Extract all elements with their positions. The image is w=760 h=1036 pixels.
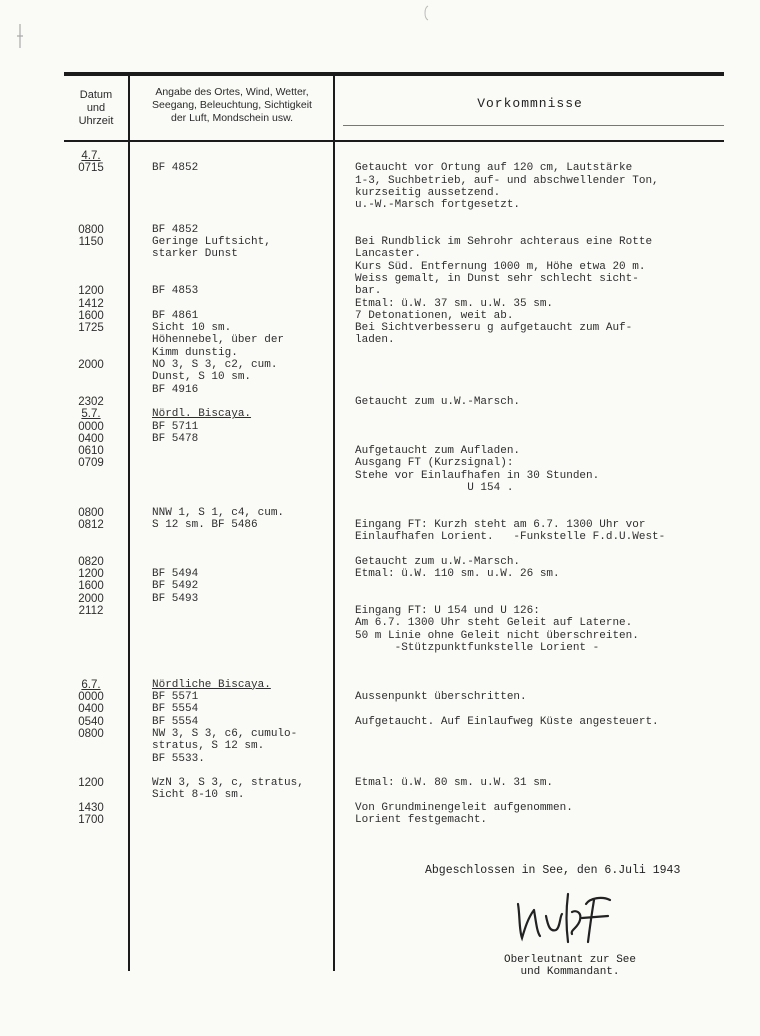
log-event: Am 6.7. 1300 Uhr steht Geleit auf Laterne. — [355, 617, 633, 630]
log-time: 0812 — [78, 518, 104, 531]
log-time — [60, 544, 122, 556]
log-event: Getaucht zum u.W.-Marsch. — [355, 395, 521, 408]
log-event: bar. — [355, 285, 382, 298]
log-condition: BF 4861 — [152, 309, 199, 322]
log-event — [355, 679, 750, 691]
log-condition — [152, 630, 342, 642]
log-time — [60, 630, 122, 642]
log-event — [355, 359, 750, 371]
log-event: Weiss gemalt, in Dunst sehr schlecht sicht- — [355, 272, 639, 285]
events-header-rule — [343, 125, 724, 126]
log-condition: NNW 1, S 1, c4, cum. — [152, 506, 285, 519]
log-time — [60, 199, 122, 211]
log-time: 1200 — [78, 568, 104, 581]
log-event: Etmal: ü.W. 80 sm. u.W. 31 sm. — [355, 777, 554, 790]
signature-title-line: und Kommandant. — [520, 966, 620, 978]
log-time — [60, 175, 122, 187]
log-time — [60, 531, 122, 543]
log-condition — [152, 175, 342, 187]
log-condition — [152, 261, 342, 273]
log-condition: S 12 sm. BF 5486 — [152, 518, 258, 531]
log-event — [355, 421, 750, 433]
log-event: u.-W.-Marsch fortgesetzt. — [355, 199, 521, 212]
log-time — [60, 384, 122, 396]
log-condition — [152, 494, 342, 506]
log-time: 0800 — [78, 506, 104, 519]
log-event — [355, 753, 750, 765]
log-time — [60, 470, 122, 482]
log-condition: starker Dunst — [152, 248, 238, 261]
log-event — [355, 347, 750, 359]
log-condition — [152, 273, 342, 285]
log-time — [60, 654, 122, 666]
log-time: 0800 — [78, 727, 104, 740]
events-column — [355, 150, 750, 826]
log-condition: BF 5571 — [152, 691, 199, 704]
log-event: Etmal: ü.W. 110 sm. u.W. 26 sm. — [355, 568, 560, 581]
log-time: 0820 — [78, 555, 104, 568]
log-event: laden. — [355, 334, 395, 347]
header-bottom-rule — [64, 140, 724, 142]
log-event: U 154 . — [355, 482, 514, 495]
log-condition: Nördliche Biscaya. — [152, 678, 271, 691]
log-event: Kurs Süd. Entfernung 1000 m, Höhe etwa 20 m. — [355, 260, 646, 273]
log-condition: BF 5554 — [152, 715, 199, 728]
log-time — [60, 642, 122, 654]
log-time — [60, 334, 122, 346]
scan-mark-top — [418, 4, 438, 22]
log-time: 0610 — [78, 445, 104, 458]
log-event — [355, 507, 750, 519]
log-condition — [152, 298, 342, 310]
log-event — [355, 211, 750, 223]
log-time: 2112 — [78, 604, 104, 617]
log-condition: Sicht 8-10 sm. — [152, 789, 245, 802]
log-time: 4.7. — [81, 150, 101, 162]
log-event: Lancaster. — [355, 248, 422, 261]
header-conditions-line: der Luft, Mondschein usw. — [171, 112, 293, 124]
log-event — [355, 544, 750, 556]
log-time: 0000 — [78, 420, 104, 433]
log-event — [355, 580, 750, 592]
log-condition: BF 5554 — [152, 703, 199, 716]
log-condition: BF 5711 — [152, 420, 199, 433]
log-time: 1430 — [78, 801, 104, 814]
handwritten-signature — [510, 886, 625, 948]
log-time: 0800 — [78, 223, 104, 236]
log-time: 0540 — [78, 715, 104, 728]
log-event — [355, 433, 750, 445]
log-condition — [152, 654, 342, 666]
log-time — [60, 765, 122, 777]
header-time-line: Uhrzeit — [78, 115, 114, 127]
log-time: 1200 — [78, 285, 104, 298]
log-condition — [152, 617, 342, 629]
log-event — [355, 666, 750, 678]
log-time — [60, 211, 122, 223]
log-time: 2302 — [78, 395, 104, 408]
log-time: 2000 — [78, 359, 104, 372]
log-condition — [152, 642, 342, 654]
log-time — [60, 494, 122, 506]
log-event: 50 m Linie ohne Geleit nicht überschreiten. — [355, 629, 639, 642]
log-time — [60, 371, 122, 383]
times-column — [60, 150, 122, 826]
log-time: 1700 — [78, 814, 104, 827]
log-time: 0709 — [78, 457, 104, 470]
log-condition — [152, 199, 342, 211]
log-condition: BF 5494 — [152, 568, 199, 581]
log-condition — [152, 396, 342, 408]
log-condition — [152, 531, 342, 543]
log-time — [60, 482, 122, 494]
signature-title — [480, 954, 660, 978]
log-time: 1600 — [78, 309, 104, 322]
log-time: 1725 — [78, 322, 104, 335]
column-divider-1 — [128, 76, 130, 971]
log-condition — [152, 445, 342, 457]
log-event — [355, 593, 750, 605]
conditions-column — [152, 150, 342, 826]
log-event — [355, 224, 750, 236]
log-condition — [152, 470, 342, 482]
log-event: Eingang FT: Kurzh steht am 6.7. 1300 Uhr vor — [355, 518, 646, 531]
log-condition: Sicht 10 sm. — [152, 322, 232, 335]
header-conditions-column — [132, 86, 332, 125]
log-event: Aufgetaucht. Auf Einlaufweg Küste angesteuert. — [355, 715, 659, 728]
log-event — [355, 765, 750, 777]
log-event: Stehe vor Einlaufhafen in 30 Stunden. — [355, 469, 600, 482]
scan-mark-left — [14, 22, 28, 52]
closing-statement: Abgeschlossen in See, den 6.Juli 1943 — [425, 864, 681, 877]
log-condition: NO 3, S 3, c2, cum. — [152, 359, 278, 372]
log-condition: stratus, S 12 sm. — [152, 740, 265, 753]
log-time — [60, 753, 122, 765]
log-event: Aufgetaucht zum Aufladen. — [355, 445, 521, 458]
log-time — [60, 740, 122, 752]
log-condition — [152, 482, 342, 494]
log-event — [355, 654, 750, 666]
log-condition: Kimm dunstig. — [152, 346, 238, 359]
log-condition: BF 4852 — [152, 162, 199, 175]
log-time — [60, 248, 122, 260]
log-condition: BF 5533. — [152, 752, 205, 765]
log-time — [60, 617, 122, 629]
log-event — [355, 703, 750, 715]
log-condition — [152, 814, 342, 826]
header-time-column — [66, 89, 126, 128]
log-event: Von Grundminengeleit aufgenommen. — [355, 801, 573, 814]
log-event: Bei Sichtverbesseru g aufgetaucht zum Auf- — [355, 322, 633, 335]
log-time: 1200 — [78, 777, 104, 790]
log-event: kurzseitig aussetzend. — [355, 186, 501, 199]
log-condition: BF 5478 — [152, 432, 199, 445]
log-event — [355, 384, 750, 396]
log-time — [60, 789, 122, 801]
log-event: 1-3, Suchbetrieb, auf- und abschwellender Ton, — [355, 174, 659, 187]
log-time — [60, 261, 122, 273]
log-time: 2000 — [78, 592, 104, 605]
log-condition — [152, 150, 342, 162]
log-condition: Nördl. Biscaya. — [152, 408, 252, 421]
log-time: 1150 — [78, 236, 104, 249]
log-time: 1412 — [78, 297, 104, 310]
log-event: Aussenpunkt überschritten. — [355, 691, 527, 704]
log-condition: BF 5493 — [152, 592, 199, 605]
header-time-line: Datum — [79, 89, 113, 101]
log-condition: NW 3, S 3, c6, cumulo- — [152, 727, 298, 740]
header-conditions-line: Seegang, Beleuchtung, Sichtigkeit — [152, 99, 312, 111]
log-time: 0715 — [78, 162, 104, 175]
log-time: 0400 — [78, 703, 104, 716]
log-time: 0400 — [78, 432, 104, 445]
log-event — [355, 728, 750, 740]
log-time — [60, 273, 122, 285]
log-time: 6.7. — [81, 678, 101, 691]
log-condition: BF 4853 — [152, 285, 199, 298]
log-time — [60, 347, 122, 359]
log-event: Getaucht zum u.W.-Marsch. — [355, 555, 521, 568]
log-condition: Höhennebel, über der — [152, 334, 285, 347]
log-condition — [152, 605, 342, 617]
log-time: 1600 — [78, 580, 104, 593]
log-time: 5.7. — [81, 408, 101, 421]
header-conditions-line: Angabe des Ortes, Wind, Wetter, — [155, 86, 309, 98]
log-event: -Stützpunktfunkstelle Lorient - — [355, 641, 600, 654]
log-event: Etmal: ü.W. 37 sm. u.W. 35 sm. — [355, 297, 554, 310]
log-event — [355, 408, 750, 420]
log-condition: BF 4852 — [152, 223, 199, 236]
log-event: Einlaufhafen Lorient. -Funkstelle F.d.U.West- — [355, 531, 666, 544]
log-condition — [152, 802, 342, 814]
log-event: Ausgang FT (Kurzsignal): — [355, 457, 514, 470]
log-event: Eingang FT: U 154 und U 126: — [355, 604, 540, 617]
log-condition — [152, 666, 342, 678]
log-event — [355, 150, 750, 162]
log-condition: Geringe Luftsicht, — [152, 236, 271, 249]
log-time: 0000 — [78, 691, 104, 704]
log-event: Lorient festgemacht. — [355, 814, 488, 827]
log-condition: BF 4916 — [152, 383, 199, 396]
log-event: 7 Detonationen, weit ab. — [355, 309, 514, 322]
log-time — [60, 666, 122, 678]
log-condition — [152, 556, 342, 568]
header-events-title: Vorkommnisse — [477, 96, 583, 111]
log-event: Bei Rundblick im Sehrohr achteraus eine Rotte — [355, 236, 653, 249]
top-rule — [64, 72, 724, 76]
log-time — [60, 187, 122, 199]
log-condition: Dunst, S 10 sm. — [152, 371, 252, 384]
log-condition — [152, 187, 342, 199]
log-event: Getaucht vor Ortung auf 120 cm, Lautstärke — [355, 162, 633, 175]
log-condition — [152, 211, 342, 223]
log-condition — [152, 765, 342, 777]
log-condition: BF 5492 — [152, 580, 199, 593]
log-condition — [152, 457, 342, 469]
log-event — [355, 494, 750, 506]
log-event — [355, 371, 750, 383]
log-event — [355, 789, 750, 801]
log-condition: WzN 3, S 3, c, stratus, — [152, 777, 304, 790]
signature-title-line: Oberleutnant zur See — [503, 954, 637, 966]
log-event — [355, 740, 750, 752]
header-time-line: und — [86, 102, 106, 114]
log-condition — [152, 544, 342, 556]
